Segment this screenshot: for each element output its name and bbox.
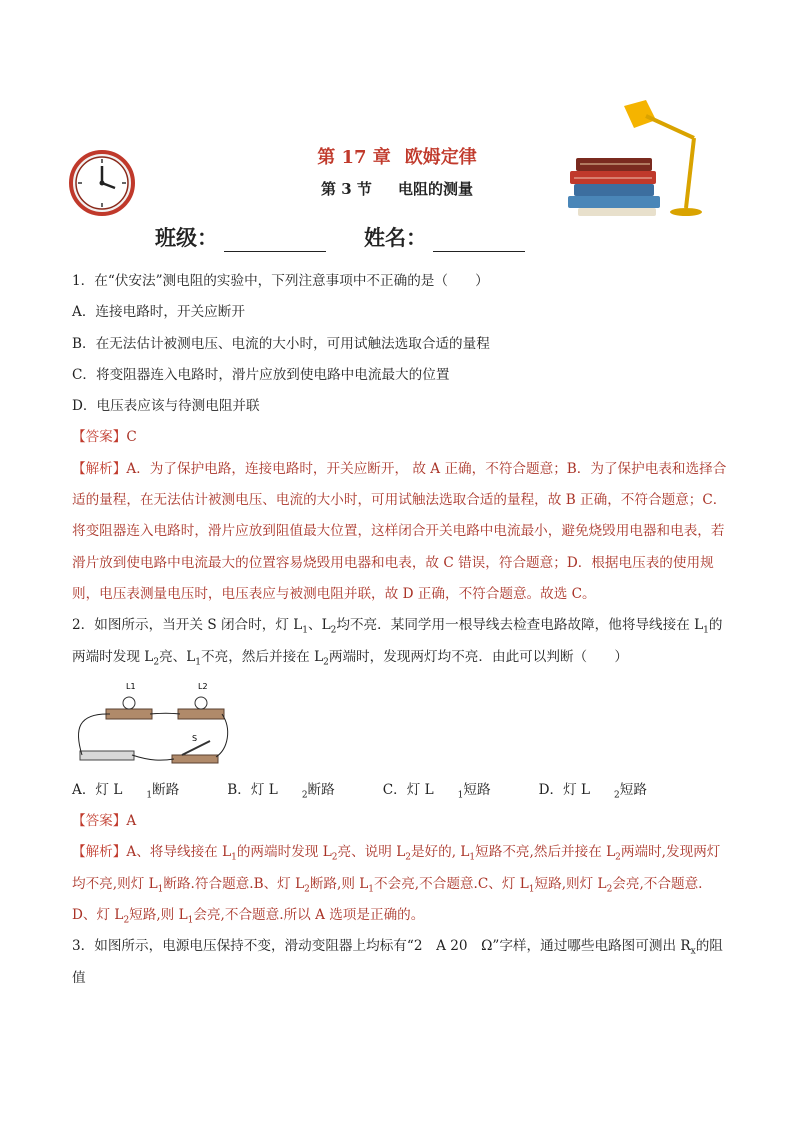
- chapter-number: 第 17 章: [317, 147, 391, 168]
- name-blank[interactable]: [433, 233, 525, 252]
- q1-analysis: [72, 454, 732, 610]
- class-name-line: [155, 222, 525, 252]
- q2-option-b: B．灯 L $_2$断路: [227, 781, 335, 801]
- class-label: 班级：: [155, 226, 218, 250]
- name-label: 姓名：: [364, 226, 427, 250]
- q3-stem: 3．如图所示，电源电压保持不变，滑动变阻器上均标有“2 A 20 Ω”字样，通过哪些电路图可测出 $R_x$的阻值: [72, 938, 723, 986]
- analysis-label: 【解析】: [72, 460, 127, 477]
- section-number: 第 3 节: [321, 180, 372, 198]
- answer-value: C: [126, 429, 137, 446]
- q2-analysis: 【解析】A、将导线接在 $L_1$的两端时发现 $L_2$亮、说明 $L_2$是好的, $L_1$短路不亮,然后并接在 $L_2$两端时,发现两灯均不亮,则灯 $L_1$断路.符合题意.B、灯 $L_2$断路,则 $L_1$不会亮,不合题意.C、灯 $L_1$短路,则灯 $L_2$会亮,不合题意.: [72, 844, 721, 895]
- answer-label: 【答案】: [72, 429, 127, 446]
- q2-option-a: A．灯 L $_1$断路: [72, 781, 180, 801]
- bulb-l1-icon: [123, 697, 135, 709]
- bulb-l2-icon: [195, 697, 207, 709]
- chapter-title: [0, 143, 794, 169]
- fig-label-l2: L2: [198, 681, 208, 691]
- q2-option-d: D．灯 L $_2$短路: [538, 781, 647, 801]
- q1-option-c: C．将变阻器连入电路时，滑片应放到使电路中电流最大的位置: [72, 366, 450, 383]
- q2-option-c: C．灯 L $_1$短路: [382, 781, 491, 801]
- switch-base: [172, 755, 218, 763]
- section-title: [0, 178, 794, 199]
- q1-stem: 1．在“伏安法”测电阻的实验中，下列注意事项中不正确的是（ ）: [72, 273, 489, 289]
- chapter-name: 欧姆定律: [404, 147, 477, 168]
- q1-option-a: A．连接电路时，开关应断开: [72, 304, 245, 321]
- fig-label-l1: L1: [126, 681, 136, 691]
- section-name: 电阻的测量: [397, 180, 473, 198]
- q1-option-d: D．电压表应该与待测电阻并联: [72, 398, 260, 415]
- battery-icon: [80, 751, 134, 760]
- fig-label-s: S: [192, 733, 198, 743]
- switch-lever: [182, 741, 210, 755]
- q1-option-b: B．在无法估计被测电压、电流的大小时，可用试触法选取合适的量程: [72, 335, 490, 352]
- analysis-text: A．为了保护电路，连接电路时，开关应断开， 故 A 正确，不符合题意；B．为了保护电表和选择合适的量程，在无法估计被测电压、电流的大小时，可用试触法选取合适的量程，故 B 正确，不符合题意；C．将变阻器连入电路时，滑片应放到阻值最大位置，这样闭合开关电路中电流最小，避免烧毁用电器和电表，若滑片放到使电路中电流最大的位置容易烧毁用电器和电表，故 C 错误，符合题意；D．根据电压表的使用规则，电压表测量电压时，电压表应与被测电阻并联，故 D 正确，不符合题意。故选 C。: [72, 460, 727, 602]
- q2-answer: 【答案】A: [72, 813, 137, 830]
- worksheet-content: [72, 266, 732, 994]
- circuit-diagram: [72, 679, 232, 769]
- q2-options: [72, 775, 732, 806]
- q2-analysis-2: D、灯 $L_2$短路,则 $L_1$会亮,不合题意.所以 A 选项是正确的。: [72, 907, 425, 926]
- q2-stem: 2．如图所示，当开关 S 闭合时，灯 $L_1$、$L_2$均不亮．某同学用一根导线去检查电路故障，他将导线接在 $L_1$的两端时发现 $L_2$亮、$L_1$不亮，然后并接在 $L_2$两端时，发现两灯均不亮．由此可以判断（ ）: [72, 617, 723, 668]
- q1-answer: [72, 422, 732, 453]
- class-blank[interactable]: [224, 233, 326, 252]
